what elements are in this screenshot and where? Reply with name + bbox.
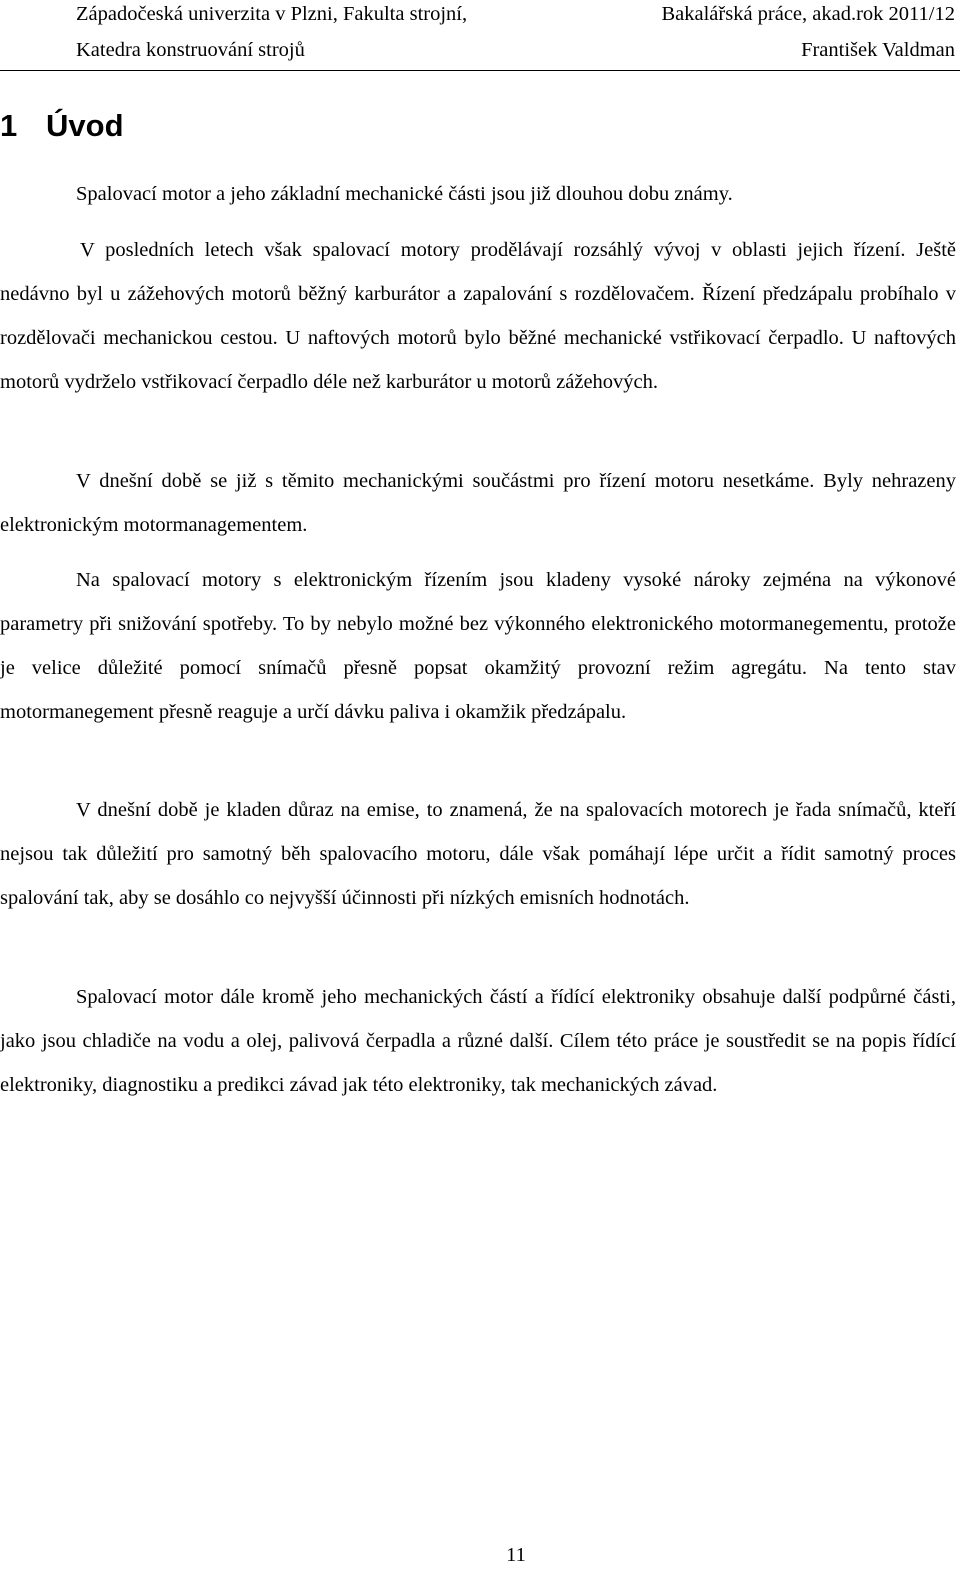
paragraph-5: V dnešní době je kladen důraz na emise, to znamená, že na spalovacích motorech je řada snímačů, kteří nejsou tak důležití pro samotný běh spalovacího motoru, dále však pomáhají lépe určit a řídit samotný proces spalování tak, aby se dosáhlo co nejvyšší účinnosti při nízkých emisních hodnotách. — [0, 799, 956, 909]
paragraph-4: Na spalovací motory s elektronickým řízením jsou kladeny vysoké nároky zejména na výkonové parametry při snižování spotřeby. To by nebylo možné bez výkonného elektronického motormanegementu, protože je velice důležité pomocí snímačů přesně popsat okamžitý provozní režim agregátu. Na tento stav motormanegement přesně reaguje a určí dávku paliva i okamžik předzápalu. — [0, 569, 956, 723]
paragraph-6: Spalovací motor dále kromě jeho mechanických částí a řídící elektroniky obsahuje další podpůrné části, jako jsou chladiče na vodu a olej, palivová čerpadla a různé další. Cílem této práce je soustředit se na popis řídící elektroniky, diagnostiku a predikci závad jak této elektroniky, tak mechanických závad. — [0, 986, 956, 1096]
header-rule — [0, 70, 960, 71]
paragraph-3: V dnešní době se již s těmito mechanickými součástmi pro řízení motoru nesetkáme. Byly nehrazeny elektronickým motormanagementem. — [0, 470, 956, 536]
section-number: 1 — [0, 108, 18, 143]
paragraph-2: V posledních letech však spalovací motory prodělávají rozsáhlý vývoj v oblasti jejich řízení. Ještě nedávno byl u zážehových motorů běžný karburátor a zapalování s rozdělovačem. Řízení předzápalu probíhalo v rozdělovači mechanickou cestou. U naftových motorů bylo běžné mechanické vstřikovací čerpadlo. U naftových motorů vydrželo vstřikovací čerpadlo déle než karburátor u motorů zážehových. — [0, 239, 956, 393]
header-thesis-info: Bakalářská práce, akad.rok 2011/12 — [661, 3, 955, 25]
page-number: 11 — [506, 1544, 526, 1566]
section-heading — [0, 106, 124, 146]
header-department: Katedra konstruování strojů — [76, 39, 305, 61]
paragraph-1: Spalovací motor a jeho základní mechanické části jsou již dlouhou dobu známy. — [76, 183, 733, 205]
header-university: Západočeská univerzita v Plzni, Fakulta strojní, — [76, 3, 468, 25]
header-author: František Valdman — [801, 39, 955, 61]
section-title: Úvod — [46, 108, 124, 143]
